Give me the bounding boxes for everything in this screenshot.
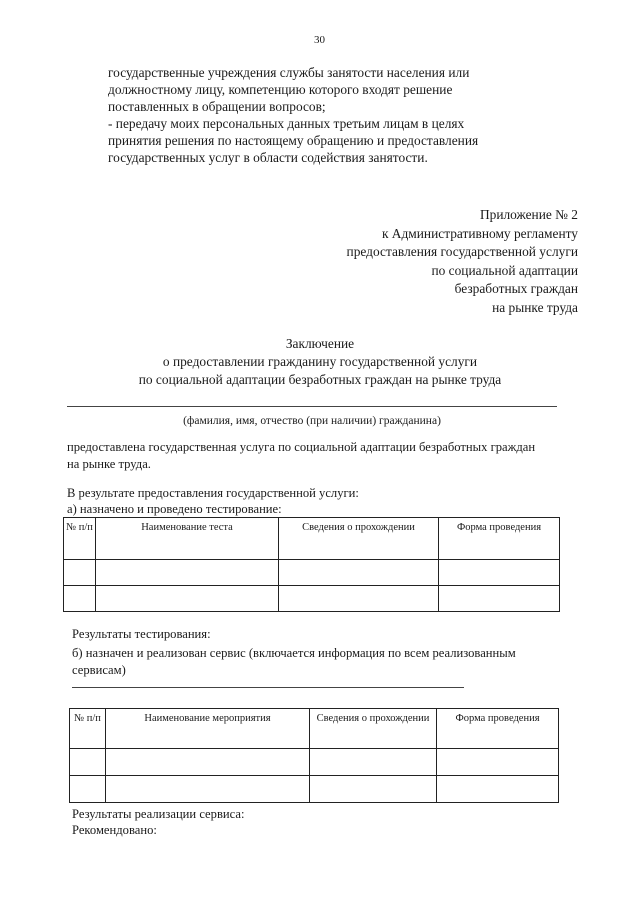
header-test-name: Наименование теста: [96, 518, 279, 560]
header-completion-info: Сведения о прохождении: [279, 518, 439, 560]
consent-paragraph: [108, 64, 548, 166]
table-cell: [279, 586, 439, 612]
table-row: [64, 586, 560, 612]
title-line: о предоставлении гражданину государственной услуги: [162, 354, 478, 369]
table-row: [70, 749, 559, 776]
result-intro: В результате предоставления государственной услуги:: [67, 486, 359, 500]
table-cell: [64, 560, 96, 586]
provided-paragraph: [67, 439, 567, 473]
service-results-label: Результаты реализации сервиса:: [72, 807, 245, 821]
consent-line: должностному лицу, компетенцию которого входят решение: [108, 82, 453, 97]
table-cell: [439, 560, 560, 586]
table-cell: [106, 749, 310, 776]
consent-line: поставленных в обращении вопросов;: [108, 99, 326, 114]
table-row: [70, 776, 559, 803]
document-title: [90, 335, 550, 389]
header-number: № п/п: [70, 709, 106, 749]
table-cell: [64, 586, 96, 612]
service-line: б) назначен и реализован сервис (включается информация по всем реализованным: [72, 646, 516, 660]
appendix-line: на рынке труда: [492, 299, 578, 315]
header-form: Форма проведения: [439, 518, 560, 560]
appendix-line: по социальной адаптации: [431, 262, 578, 278]
table-cell: [437, 776, 559, 803]
table-cell: [70, 776, 106, 803]
consent-line: государственные учреждения службы занятости населения или: [108, 65, 470, 80]
appendix-line: Приложение № 2: [479, 207, 578, 222]
title-line: по социальной адаптации безработных граждан на рынке труда: [138, 372, 502, 387]
provided-line: на рынке труда.: [67, 457, 151, 471]
table-header-row: [64, 518, 560, 560]
consent-line: принятия решения по настоящему обращению и предоставления: [108, 133, 479, 148]
service-underline: [72, 687, 464, 688]
fio-underline: [67, 406, 557, 407]
fio-caption: (фамилия, имя, отчество (при наличии) гражданина): [183, 415, 441, 427]
provided-line: предоставлена государственная услуга по социальной адаптации безработных граждан: [67, 440, 536, 454]
table-cell: [106, 776, 310, 803]
table-cell: [310, 749, 437, 776]
table-cell: [439, 586, 560, 612]
page-number: 30: [314, 34, 325, 46]
table-cell: [70, 749, 106, 776]
recommended-label: Рекомендовано:: [72, 823, 157, 837]
service-paragraph: [72, 645, 556, 679]
table-cell: [279, 560, 439, 586]
header-number: № п/п: [64, 518, 96, 560]
appendix-line: предоставления государственной услуги: [346, 244, 578, 259]
consent-line: - передачу моих персональных данных третьим лицам в целях: [108, 116, 465, 131]
table-cell: [310, 776, 437, 803]
table-cell: [96, 560, 279, 586]
table-cell: [96, 586, 279, 612]
table-cell: [437, 749, 559, 776]
testing-heading: а) назначено и проведено тестирование:: [67, 502, 282, 516]
appendix-block: [300, 206, 578, 317]
header-event-name: Наименование мероприятия: [106, 709, 310, 749]
title-line: Заключение: [285, 336, 355, 351]
testing-results-label: Результаты тестирования:: [72, 627, 211, 641]
appendix-line: к Административному регламенту: [381, 225, 578, 241]
testing-table: [63, 517, 560, 612]
table-header-row: [70, 709, 559, 749]
appendix-line: безработных граждан: [454, 281, 578, 296]
service-table: [69, 708, 559, 803]
header-completion-info: Сведения о прохождении: [310, 709, 437, 749]
table-row: [64, 560, 560, 586]
service-line: сервисам): [72, 663, 126, 677]
header-form: Форма проведения: [437, 709, 559, 749]
consent-line: государственных услуг в области содействия занятости.: [108, 150, 428, 165]
